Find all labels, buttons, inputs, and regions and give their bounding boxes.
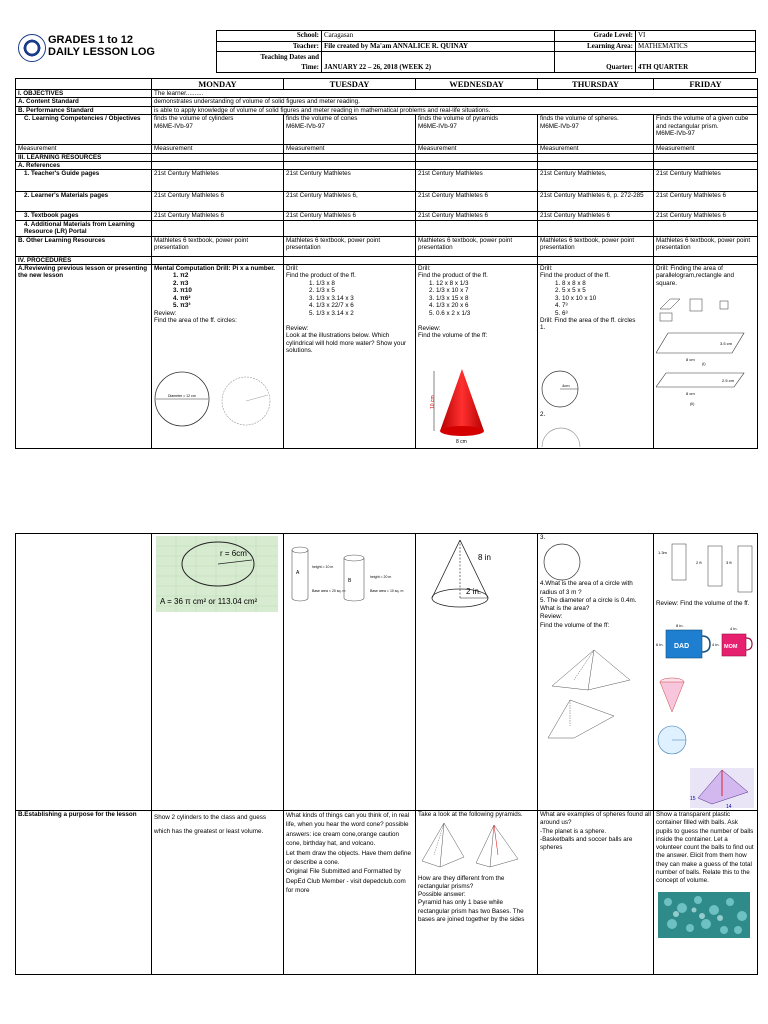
thursday-question-4: 4.What is the area of a circle with radius of 3 m ?	[540, 580, 633, 596]
friday-cont	[654, 534, 758, 811]
thursday-drill-item: 1. 8 x 8 x 8	[562, 280, 651, 287]
thursday-circle-1	[540, 367, 584, 411]
review-friday	[654, 265, 758, 449]
pyramid-side-label: 15	[690, 796, 696, 802]
grade-value: VI	[636, 31, 756, 42]
circle-radius-label: 4cm	[562, 383, 570, 389]
doc-title	[48, 34, 155, 58]
lm-tuesday: 21st Century Mathletes 6,	[284, 192, 416, 212]
thursday-circle-2	[540, 421, 584, 449]
purpose-thursday: What are examples of spheres found all around us? -The planet is a sphere. -Basketballs and soccer balls are spheres	[538, 811, 654, 975]
tuesday-drill-item: 4. 1/3 x 22/7 x 6	[316, 302, 413, 309]
lm-wednesday: 21st Century Mathletes 6	[416, 192, 538, 212]
measurement-thursday: Measurement	[538, 145, 654, 153]
tuesday-drill-item: 1. 1/3 x 8	[316, 280, 413, 287]
thursday-drill-item: 3. 10 x 10 x 10	[562, 295, 651, 302]
rect1-label: 1.3m	[658, 550, 667, 555]
monday-circle-area-image	[156, 536, 278, 612]
cone-height-8in: 8 in	[478, 553, 491, 562]
row-teachers-guide: 1. Teacher's Guide pages	[16, 170, 152, 192]
para2-label: 2.5 cm	[722, 378, 735, 384]
objectives-text: The learner..........	[152, 90, 758, 98]
friday-review-figures	[656, 622, 756, 810]
cylinders-figure	[286, 542, 412, 608]
mug2-height: 4 in.	[712, 642, 720, 647]
tuesday-drill-label: Drill:	[286, 265, 299, 273]
purpose-wednesday	[416, 811, 538, 975]
tg-tuesday: 21st Century Mathletes	[284, 170, 416, 192]
cone-diameter-label: 8 cm	[456, 439, 467, 446]
purpose-tuesday: What kinds of things can you think of, in real life, when you hear the word cone? possible answers: ice cream cone,orange caution cone, birthday hat, and volcano. Let them draw the objects. Have them define or describe a cone. Original File Submitted and Formatted by DepEd Club Member - visit depedclub.com for more	[284, 811, 416, 975]
wednesday-review-text: Find the volume of the ff:	[418, 332, 488, 340]
tuesday-cont	[284, 534, 416, 811]
monday-drill-item: 1. π2	[180, 272, 281, 279]
thursday-question-5: 5. The diameter of a circle is 0.4m. What is the area?	[540, 596, 637, 613]
cone-8in-figure	[420, 536, 520, 616]
cyl-a-label: A	[296, 570, 300, 576]
corner-cell	[16, 79, 152, 90]
row-procedures: IV. PROCEDURES	[16, 256, 152, 264]
row-purpose: B.Establishing a purpose for the lesson	[16, 811, 152, 975]
area-value: MATHEMATICS	[636, 41, 756, 52]
thursday-drill-item: 4. 7³	[562, 302, 651, 309]
wednesday-drill-label: Drill:	[418, 265, 431, 273]
wednesday-drill-item: 1. 12 x 8 x 1/3	[436, 280, 535, 287]
thursday-drill-list	[540, 280, 651, 317]
friday-parallelograms	[656, 327, 756, 407]
wednesday-drill-item: 2. 1/3 x 10 x 7	[436, 287, 535, 294]
measurement-wednesday: Measurement	[416, 145, 538, 153]
thursday-circle-1-num: 1.	[540, 324, 546, 332]
lesson-table-page1	[15, 78, 758, 449]
cyl-b-base: Base area = 10 sq. m	[370, 589, 404, 593]
pyramid-base-label: 14	[726, 804, 732, 810]
competency-wednesday: finds the volume of pyramids M6ME-IVb-97	[416, 115, 538, 145]
cone-radius-2in: 2 in.	[466, 587, 482, 596]
mug1-height: 6 in.	[656, 642, 664, 647]
monday-review-label: Review:	[154, 309, 177, 317]
other-tuesday: Mathletes 6 textbook, power point presentation	[284, 236, 416, 256]
cyl-b-height: height = 20 m	[370, 575, 392, 579]
day-wednesday: WEDNESDAY	[416, 79, 538, 90]
row-review: A.Reviewing previous lesson or presenting the new lesson	[16, 265, 152, 449]
mug1-width: 8 in.	[676, 623, 684, 628]
review-tuesday	[284, 265, 416, 449]
page2-label-cell	[16, 534, 152, 811]
friday-shapes-small	[656, 295, 756, 325]
wednesday-drill-list	[418, 280, 535, 317]
school-value: Caragasan	[322, 31, 555, 42]
school-label: School:	[217, 31, 322, 42]
thursday-pyramids	[544, 646, 648, 744]
content-standard-text: demonstrates understanding of volume of solid figures and meter reading.	[152, 98, 758, 106]
para2-num: (ii)	[690, 401, 695, 407]
row-other-resources: B. Other Learning Resources	[16, 236, 152, 256]
thursday-drill-text: Find the product of the ff.	[540, 272, 610, 280]
grade-label: Grade Level:	[555, 31, 636, 42]
red-cone-figure	[420, 365, 520, 445]
tuesday-drill-item: 3. 1/3 x 3.14 x 3	[316, 295, 413, 302]
teacher-value: File created by Ma'am ANNALICE R. QUINAY	[322, 41, 555, 52]
day-thursday: THURSDAY	[538, 79, 654, 90]
day-friday: FRIDAY	[654, 79, 758, 90]
container-of-balls-photo	[656, 888, 754, 940]
thursday-review-label: Review:	[540, 613, 563, 621]
thursday-drill-label: Drill:	[540, 265, 553, 273]
competency-friday: Finds the volume of a given cube and rectangular prism. M6ME-IVb-97	[654, 115, 758, 145]
row-additional-materials: 4. Additional Materials from Learning Resource (LR) Portal	[16, 220, 152, 236]
header-table	[216, 30, 756, 73]
other-thursday: Mathletes 6 textbook, power point presentation	[538, 236, 654, 256]
mug-mom-label: MOM	[724, 644, 738, 650]
wednesday-drill-item: 5. 0.6 x 2 x 1/3	[436, 310, 535, 317]
review-monday	[152, 265, 284, 449]
tuesday-drill-list	[286, 280, 413, 317]
friday-review: Review: Find the volume of the ff.	[656, 600, 750, 607]
tuesday-review-label: Review:	[286, 324, 309, 332]
cyl-a-height: height = 10 m	[312, 565, 334, 569]
deped-logo	[18, 34, 46, 62]
wednesday-drill-text: Find the product of the ff.	[418, 272, 488, 280]
friday-purpose-text: Show a transparent plastic container filled with balls. Ask pupils to guess the number of balls inside the container. Let a volunteer count the balls to find out the answer. Elicit from them how they can make a guess of the total number of balls. Relate this to the concept of volume.	[656, 811, 754, 885]
wednesday-drill-item: 4. 1/3 x 20 x 6	[436, 302, 535, 309]
wednesday-purpose-intro: Take a look at the following pyramids.	[418, 811, 523, 818]
quarter-value: 4TH QUARTER	[636, 52, 756, 73]
tuesday-review-text: Look at the illustrations below. Which cylindrical will hold more water? Show your solutions.	[286, 332, 407, 355]
lm-thursday: 21st Century Mathletes 6, p. 272-285	[538, 192, 654, 212]
tb-thursday: 21st Century Mathletes 6	[538, 212, 654, 220]
area-formula: A = 36 π cm² or 113.04 cm²	[160, 597, 258, 606]
row-competencies: C. Learning Competencies / Objectives	[16, 115, 152, 145]
title-line-2: DAILY LESSON LOG	[48, 46, 155, 58]
monday-review-text: Find the area of the ff. circles:	[154, 316, 237, 324]
lm-friday: 21st Century Mathletes 6	[654, 192, 758, 212]
day-monday: MONDAY	[152, 79, 284, 90]
mug-dad-label: DAD	[674, 643, 690, 650]
para1-base: 8 cm	[686, 357, 695, 363]
monday-drill-item: 3. π10	[180, 287, 281, 294]
competency-thursday: finds the volume of spheres. M6ME-IVb-97	[538, 115, 654, 145]
wednesday-purpose-pyramids	[418, 819, 532, 871]
row-learning-resources: III. LEARNING RESOURCES	[16, 153, 152, 161]
radius-label: r = 6cm	[220, 549, 247, 558]
competency-monday: finds the volume of cylinders M6ME-IVb-97	[152, 115, 284, 145]
rect2-label: 2 ft	[696, 560, 702, 565]
row-measurement: Measurement	[16, 145, 152, 153]
measurement-friday: Measurement	[654, 145, 758, 153]
teacher-label: Teacher:	[217, 41, 322, 52]
friday-rectangles	[656, 540, 756, 596]
monday-drill-list	[154, 272, 281, 309]
other-friday: Mathletes 6 textbook, power point presentation	[654, 236, 758, 256]
tg-monday: 21st Century Mathletes	[152, 170, 284, 192]
performance-standard-text: is able to apply knowledge of volume of solid figures and meter reading in mathematical problems and real-life situations.	[152, 106, 758, 114]
tg-thursday: 21st Century Mathletes,	[538, 170, 654, 192]
measurement-monday: Measurement	[152, 145, 284, 153]
monday-drill-item: 4. π6²	[180, 295, 281, 302]
purpose-monday: Show 2 cylinders to the class and guess which has the greatest or least volume.	[152, 811, 284, 975]
area-label: Learning Area:	[555, 41, 636, 52]
tb-friday: 21st Century Mathletes 6	[654, 212, 758, 220]
dates-value: JANUARY 22 – 26, 2018 (WEEK 2)	[322, 52, 555, 73]
thursday-circle-3	[540, 542, 590, 582]
measurement-tuesday: Measurement	[284, 145, 416, 153]
row-content-standard: A. Content Standard	[16, 98, 152, 106]
tb-wednesday: 21st Century Mathletes 6	[416, 212, 538, 220]
day-tuesday: TUESDAY	[284, 79, 416, 90]
rect3-label: 3 ft	[726, 560, 732, 565]
monday-drill-item: 2. π3	[180, 280, 281, 287]
cyl-a-base: Base area = 20 sq. m	[312, 589, 346, 593]
thursday-drill-item: 5. 6³	[562, 310, 651, 317]
wednesday-cont	[416, 534, 538, 811]
wednesday-review-label: Review:	[418, 324, 441, 332]
thursday-cont	[538, 534, 654, 811]
row-references: A. References	[16, 162, 152, 170]
para1-num: (i)	[702, 361, 706, 367]
cone-height-label: 10 cm	[430, 395, 436, 410]
friday-drill: Drill: Finding the area of parallelogram,rectangle and square.	[656, 265, 735, 287]
mug2-width: 4 in.	[730, 626, 738, 631]
review-thursday	[538, 265, 654, 449]
row-learners-materials: 2. Learner's Materials pages	[16, 192, 152, 212]
cyl-b-label: B	[348, 578, 352, 584]
review-wednesday	[416, 265, 538, 449]
tg-wednesday: 21st Century Mathletes	[416, 170, 538, 192]
thursday-review-text: Find the volume of the ff:	[540, 621, 610, 629]
diameter-label: Diameter = 12 cm	[168, 394, 196, 399]
monday-drill-item: 5. π3³	[180, 302, 281, 309]
tuesday-drill-text: Find the product of the ff.	[286, 272, 356, 280]
lesson-table-page2	[15, 533, 758, 975]
row-performance-standard: B. Performance Standard	[16, 106, 152, 114]
row-objectives: I. OBJECTIVES	[16, 90, 152, 98]
thursday-drill2: Drill: Find the area of the ff. circles	[540, 316, 636, 324]
tb-monday: 21st Century Mathletes 6	[152, 212, 284, 220]
thursday-circle-2-num: 2.	[540, 411, 546, 419]
wednesday-drill-item: 3. 1/3 x 15 x 8	[436, 295, 535, 302]
tuesday-drill-item: 5. 1/3 x 3.14 x 2	[316, 310, 413, 317]
competency-tuesday: finds the volume of cones M6ME-IVb-97	[284, 115, 416, 145]
thursday-circle-3-num: 3.	[540, 534, 546, 541]
para1-label: 3.5 cm	[720, 341, 733, 347]
quarter-label: Quarter:	[555, 52, 636, 73]
title-line-1: GRADES 1 to 12	[48, 34, 133, 46]
purpose-friday	[654, 811, 758, 975]
dates-label: Teaching Dates and Time:	[217, 52, 322, 73]
lm-monday: 21st Century Mathletes 6	[152, 192, 284, 212]
tuesday-drill-item: 2. 1/3 x 5	[316, 287, 413, 294]
para2-base: 8 cm	[686, 391, 695, 397]
wednesday-purpose-text: How are they different from the rectangular prisms? Possible answer: Pyramid has only 1 base while rectangular prism has two Bases. The bases are joined together by the sides	[418, 874, 525, 924]
other-monday: Mathletes 6 textbook, power point presentation	[152, 236, 284, 256]
other-wednesday: Mathletes 6 textbook, power point presentation	[416, 236, 538, 256]
tg-friday: 21st Century Mathletes	[654, 170, 758, 192]
row-textbook: 3. Textbook pages	[16, 212, 152, 220]
monday-circles-figure	[154, 369, 278, 431]
monday-drill-title: Mental Computation Drill: Pi x a number.	[154, 265, 276, 273]
thursday-drill-item: 2. 5 x 5 x 5	[562, 287, 651, 294]
tb-tuesday: 21st Century Mathletes 6	[284, 212, 416, 220]
monday-cont	[152, 534, 284, 811]
